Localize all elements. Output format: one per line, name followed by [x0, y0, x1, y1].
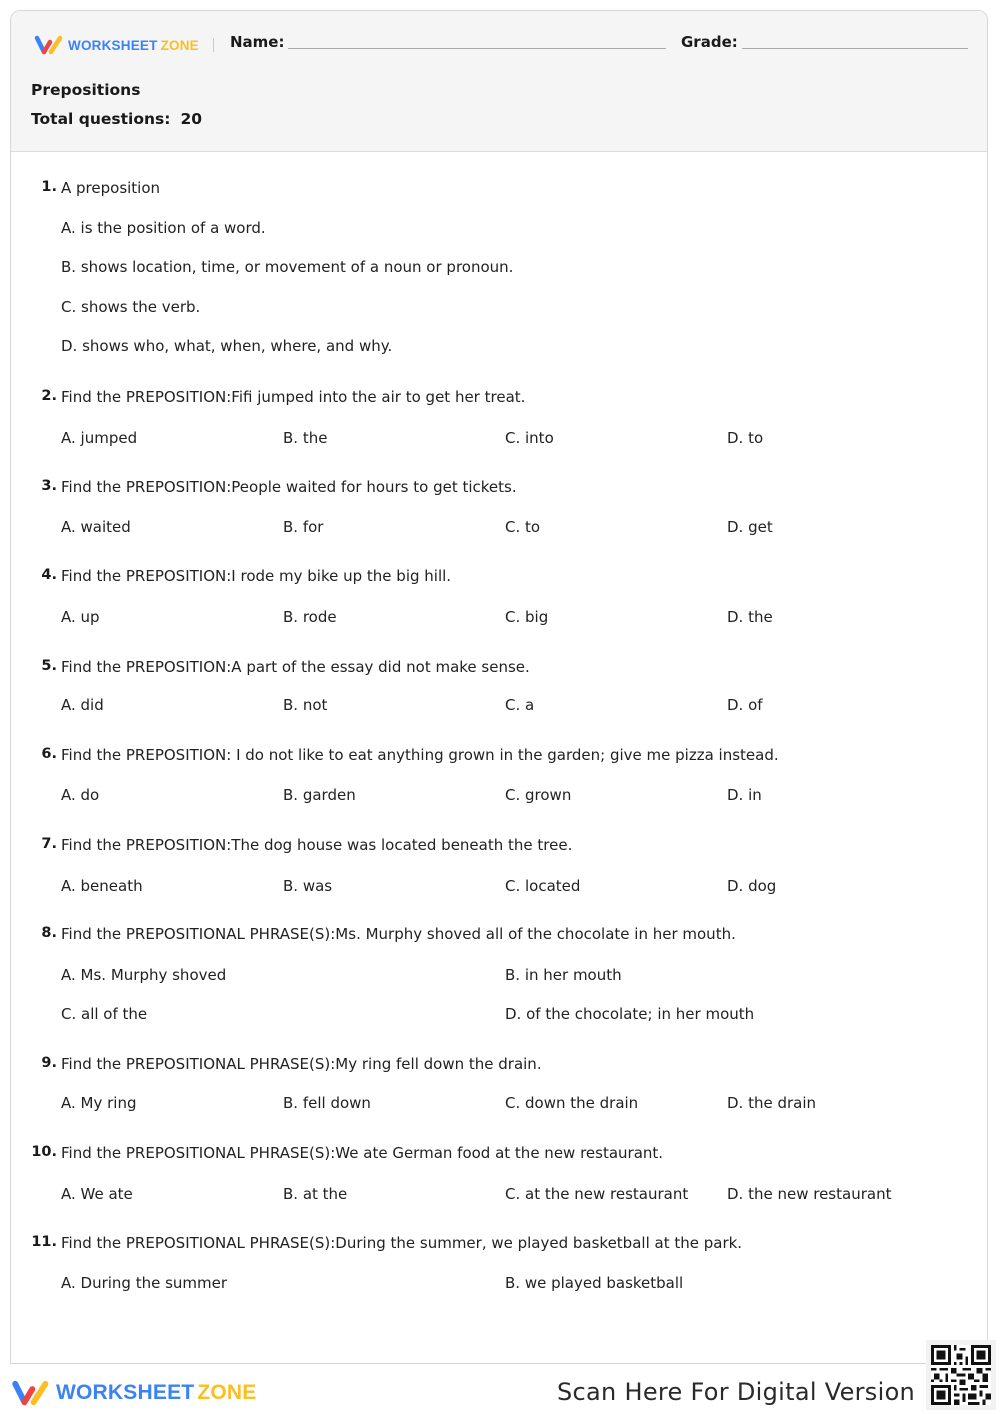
total-questions: [31, 110, 202, 128]
question-text: Find the PREPOSITION:I rode my bike up the big hill.: [61, 567, 452, 585]
option-a[interactable]: A. During the summer: [61, 1274, 228, 1292]
question-number: 1.: [41, 179, 57, 195]
question-number: 4.: [41, 567, 57, 583]
grade-field[interactable]: [742, 48, 968, 49]
option-b[interactable]: B. shows location, time, or movement of a noun or pronoun.: [61, 258, 514, 276]
worksheet-card: [10, 10, 988, 1364]
worksheet-zone-logo-icon: [10, 1378, 52, 1408]
option-b[interactable]: B. fell down: [283, 1094, 371, 1112]
option-c[interactable]: C. at the new restaurant: [505, 1185, 689, 1203]
question-text: Find the PREPOSITION:People waited for hours to get tickets.: [61, 478, 517, 496]
brand-word-zone: ZONE: [160, 37, 199, 53]
option-c[interactable]: C. into: [505, 429, 554, 447]
question-text: Find the PREPOSITIONAL PHRASE(S):My ring fell down the drain.: [61, 1055, 542, 1073]
option-d[interactable]: D. the new restaurant: [727, 1185, 892, 1203]
option-b[interactable]: B. we played basketball: [505, 1274, 684, 1292]
brand-name: [68, 38, 199, 53]
option-d[interactable]: D. in: [727, 786, 762, 804]
option-a[interactable]: A. My ring: [61, 1094, 137, 1112]
question-number: 6.: [41, 746, 57, 762]
option-c[interactable]: C. to: [505, 518, 541, 536]
qr-code-icon[interactable]: [926, 1340, 996, 1410]
option-a[interactable]: A. jumped: [61, 429, 138, 447]
worksheet-header: [11, 11, 987, 152]
option-c[interactable]: C. all of the: [61, 1005, 148, 1023]
option-b[interactable]: B. garden: [283, 786, 356, 804]
option-d[interactable]: D. get: [727, 518, 773, 536]
question-number: 5.: [41, 658, 57, 674]
worksheet-zone-logo-icon: [33, 34, 65, 56]
option-d[interactable]: D. to: [727, 429, 764, 447]
footer-brand-name: [56, 1381, 256, 1405]
brand-word-zone: ZONE: [197, 1381, 257, 1404]
question-text: Find the PREPOSITIONAL PHRASE(S):During the summer, we played basketball at the park.: [61, 1234, 743, 1252]
option-d[interactable]: D. the drain: [727, 1094, 817, 1112]
name-label: Name:: [230, 33, 285, 51]
option-a[interactable]: A. did: [61, 696, 104, 714]
total-questions-value: 20: [180, 110, 203, 128]
question-text: Find the PREPOSITION:A part of the essay did not make sense.: [61, 658, 530, 676]
option-b[interactable]: B. at the: [283, 1185, 348, 1203]
question-number: 9.: [41, 1055, 57, 1071]
option-b[interactable]: B. for: [283, 518, 324, 536]
name-field[interactable]: [288, 48, 666, 49]
option-b[interactable]: B. the: [283, 429, 328, 447]
option-a[interactable]: A. do: [61, 786, 100, 804]
question-text: A preposition: [61, 179, 161, 197]
scan-instruction: Scan Here For Digital Version: [557, 1378, 916, 1406]
option-b[interactable]: B. rode: [283, 608, 337, 626]
option-a[interactable]: A. beneath: [61, 877, 143, 895]
option-c[interactable]: C. down the drain: [505, 1094, 639, 1112]
option-a[interactable]: A. is the position of a word.: [61, 219, 266, 237]
grade-label: Grade:: [681, 33, 738, 51]
option-a[interactable]: A. Ms. Murphy shoved: [61, 966, 227, 984]
question-number: 3.: [41, 478, 57, 494]
total-questions-label: Total questions:: [31, 110, 171, 128]
option-d[interactable]: D. dog: [727, 877, 777, 895]
question-number: 10.: [31, 1144, 57, 1160]
option-a[interactable]: A. We ate: [61, 1185, 133, 1203]
option-c[interactable]: C. located: [505, 877, 581, 895]
question-number: 2.: [41, 388, 57, 404]
question-number: 8.: [41, 925, 57, 941]
logo-divider: [213, 38, 214, 52]
brand-word-worksheet: WORKSHEET: [56, 1381, 195, 1404]
option-c[interactable]: C. big: [505, 608, 549, 626]
worksheet-title: Prepositions: [31, 81, 141, 99]
question-text: Find the PREPOSITION:The dog house was located beneath the tree.: [61, 836, 573, 854]
question-text: Find the PREPOSITION:Fifi jumped into the air to get her treat.: [61, 388, 526, 406]
brand-word-worksheet: WORKSHEET: [68, 37, 158, 53]
question-number: 11.: [31, 1234, 57, 1250]
question-text: Find the PREPOSITION: I do not like to eat anything grown in the garden; give me pizza instead.: [61, 746, 779, 764]
question-text: Find the PREPOSITIONAL PHRASE(S):Ms. Murphy shoved all of the chocolate in her mouth.: [61, 925, 736, 943]
option-b[interactable]: B. was: [283, 877, 333, 895]
question-text: Find the PREPOSITIONAL PHRASE(S):We ate German food at the new restaurant.: [61, 1144, 664, 1162]
option-d[interactable]: D. the: [727, 608, 773, 626]
footer-brand-logo: [10, 1378, 256, 1408]
option-c[interactable]: C. a: [505, 696, 535, 714]
option-a[interactable]: A. up: [61, 608, 100, 626]
option-d[interactable]: D. of the chocolate; in her mouth: [505, 1005, 755, 1023]
option-d[interactable]: D. shows who, what, when, where, and why.: [61, 337, 393, 355]
option-a[interactable]: A. waited: [61, 518, 131, 536]
option-b[interactable]: B. not: [283, 696, 328, 714]
brand-logo: [33, 34, 214, 56]
option-c[interactable]: C. grown: [505, 786, 572, 804]
option-d[interactable]: D. of: [727, 696, 763, 714]
option-b[interactable]: B. in her mouth: [505, 966, 622, 984]
option-c[interactable]: C. shows the verb.: [61, 298, 201, 316]
question-number: 7.: [41, 836, 57, 852]
